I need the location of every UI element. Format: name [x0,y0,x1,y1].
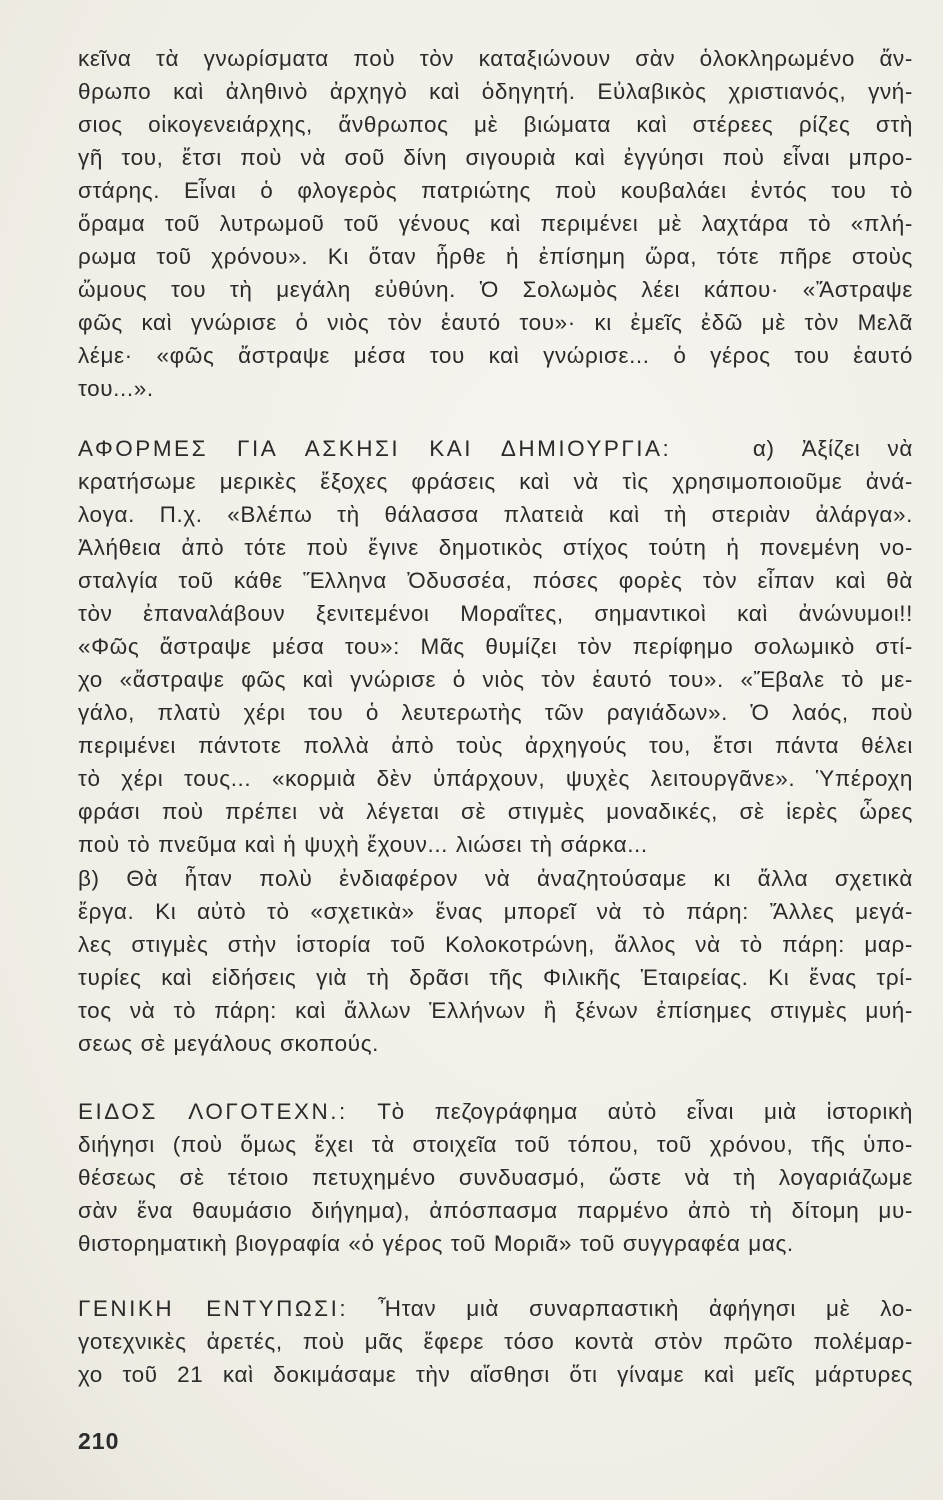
text-line: σταλγία τοῦ κάθε Ἕλληνα Ὀδυσσέα, πόσες φορὲς τὸν εἶπαν καὶ θὰ [78,568,913,593]
text-line: ἔργα. Κι αὐτὸ τὸ «σχετικὰ» ἕνας μπορεῖ νὰ τὸ πάρη: Ἄλλες μεγά- [78,899,913,924]
page-number: 210 [78,1428,120,1454]
text-line: ὤμους του τὴ μεγάλη εὐθύνη. Ὁ Σολωμὸς λέει κάπου· «Ἄστραψε [78,277,913,302]
text-line: γῆ του, ἔτσι ποὺ νὰ σοῦ δίνη σιγουριὰ καὶ ἐγγύησι ποὺ εἶναι μπρο- [78,145,913,170]
section-heading-eidos: ΕΙΔΟΣ ΛΟΓΟΤΕΧΝ.: [78,1099,348,1124]
text-line: χο τοῦ 21 καὶ δοκιμάσαμε τὴν αἴσθησι ὅτι γίναμε καὶ μεῖς μάρτυρες [78,1362,913,1387]
text-line: στάρης. Εἶναι ὁ φλογερὸς πατριώτης ποὺ κουβαλάει ἐντός του τὸ [78,178,913,203]
text-line: λες στιγμὲς στὴν ἱστορία τοῦ Κολοκοτρώνη, ἄλλος νὰ τὸ πάρη: μαρ- [78,932,913,957]
text-line: λέμε· «φῶς ἄστραψε μέσα του καὶ γνώρισε... ὁ γέρος του ἑαυτό [78,343,913,368]
text-line: τος νὰ τὸ πάρη: καὶ ἄλλων Ἑλλήνων ἢ ξένων ἐπίσημες στιγμὲς μυή- [78,998,913,1023]
text-line: φράσι ποὺ πρέπει νὰ λέγεται σὲ στιγμὲς μοναδικές, σὲ ἱερὲς ὧρες [78,799,913,824]
text-line: γοτεχνικὲς ἀρετές, ποὺ μᾶς ἔφερε τόσο κοντὰ στὸν πρῶτο πολέμαρ- [78,1329,913,1354]
text-line: κρατήσωμε μερικὲς ἔξοχες φράσεις καὶ νὰ τὶς χρησιμοποιοῦμε ἀνά- [78,469,913,494]
text-line: τυρίες καὶ εἰδήσεις γιὰ τὴ δρᾶσι τῆς Φιλικῆς Ἑταιρείας. Κι ἕνας τρί- [78,965,913,990]
text-line: διήγησι (ποὺ ὅμως ἔχει τὰ στοιχεῖα τοῦ τόπου, τοῦ χρόνου, τῆς ὑπο- [78,1132,913,1157]
paragraph-beta [78,862,913,1060]
section-first-line-text: Ἦταν μιὰ συναρπαστικὴ ἀφήγησι μὲ λο- [378,1296,913,1321]
section-heading-aformes: ΑΦΟΡΜΕΣ ΓΙΑ ΑΣΚΗΣΙ ΚΑΙ ΔΗΜΙΟΥΡΓΙΑ: [78,436,672,461]
text-line: ὅραμα τοῦ λυτρωμοῦ τοῦ γένους καὶ περιμένει μὲ λαχτάρα τὸ «πλή- [78,211,913,236]
text-line: του...». [78,376,154,401]
section-first-line [78,1095,913,1128]
text-line: λογα. Π.χ. «Βλέπω τὴ θάλασσα πλατειὰ καὶ τὴ στεριὰν ἀλάργα». [78,502,913,527]
paragraph-intro [78,42,913,405]
section-first-line [78,432,913,465]
section-first-line-text: α) Ἀξίζει νὰ [752,436,913,461]
text-line: θιστορηματικὴ βιογραφία «ὁ γέρος τοῦ Μοριᾶ» τοῦ συγγραφέα μας. [78,1231,794,1256]
text-line: ρωμα τοῦ χρόνου». Κι ὅταν ἦρθε ἡ ἐπίσημη ὥρα, τότε πῆρε στοὺς [78,244,913,269]
text-line: γάλο, πλατὺ χέρι του ὁ λευτερωτὴς τῶν ραγιάδων». Ὁ λαός, ποὺ [78,700,913,725]
text-line: β) Θὰ ἦταν πολὺ ἐνδιαφέρον νὰ ἀναζητούσαμε κι ἄλλα σχετικὰ [78,866,913,891]
text-line: θέσεως σὲ τέτοιο πετυχημένο συνδυασμό, ὥστε νὰ τὴ λογαριάζωμε [78,1165,913,1190]
section-first-line [78,1292,913,1325]
text-line: Ἀλήθεια ἀπὸ τότε ποὺ ἔγινε δημοτικὸς στίχος τούτη ἡ πονεμένη νο- [78,535,913,560]
text-line: τὸ χέρι τους... «κορμιὰ δὲν ὑπάρχουν, ψυχὲς λειτουργᾶνε». Ὑπέροχη [78,766,913,791]
paragraph-aformes [78,432,913,861]
paragraph-eidos [78,1095,913,1260]
text-line: χο «ἄστραψε φῶς καὶ γνώρισε ὁ νιὸς τὸν ἑαυτό του». «Ἔβαλε τὸ με- [78,667,913,692]
text-line: θρωπο καὶ ἀληθινὸ ἀρχηγὸ καὶ ὁδηγητή. Εὐλαβικὸς χριστιανός, γνή- [78,79,913,104]
text-line: φῶς καὶ γνώρισε ὁ νιὸς τὸν ἑαυτό του»· κι ἐμεῖς ἐδῶ μὲ τὸν Μελᾶ [78,310,913,335]
text-line: «Φῶς ἄστραψε μέσα του»: Μᾶς θυμίζει τὸν περίφημο σολωμικὸ στί- [78,634,913,659]
text-line: κεῖνα τὰ γνωρίσματα ποὺ τὸν καταξιώνουν σὰν ὁλοκληρωμένο ἄν- [78,46,913,71]
text-line: τὸν ἐπαναλάβουν ξενιτεμένοι Μοραΐτες, σημαντικοὶ καὶ ἀνώνυμοι!! [78,601,913,626]
section-first-line-text: Τὸ πεζογράφημα αὐτὸ εἶναι μιὰ ἱστορικὴ [377,1099,913,1124]
text-line: ποὺ τὸ πνεῦμα καὶ ἡ ψυχὴ ἔχουν... λιώσει τὴ σάρκα... [78,832,648,857]
text-line: σιος οἰκογενειάρχης, ἄνθρωπος μὲ βιώματα καὶ στέρεες ρίζες στὴ [78,112,913,137]
section-heading-geniki: ΓΕΝΙΚΗ ΕΝΤΥΠΩΣΙ: [78,1296,349,1321]
text-line: σὰν ἕνα θαυμάσιο διήγημα), ἀπόσπασμα παρμένο ἀπὸ τὴ δίτομη μυ- [78,1198,913,1223]
text-line: περιμένει πάντοτε πολλὰ ἀπὸ τοὺς ἀρχηγούς του, ἔτσι πάντα θέλει [78,733,913,758]
paragraph-geniki [78,1292,913,1391]
text-line: σεως σὲ μεγάλους σκοπούς. [78,1031,379,1056]
